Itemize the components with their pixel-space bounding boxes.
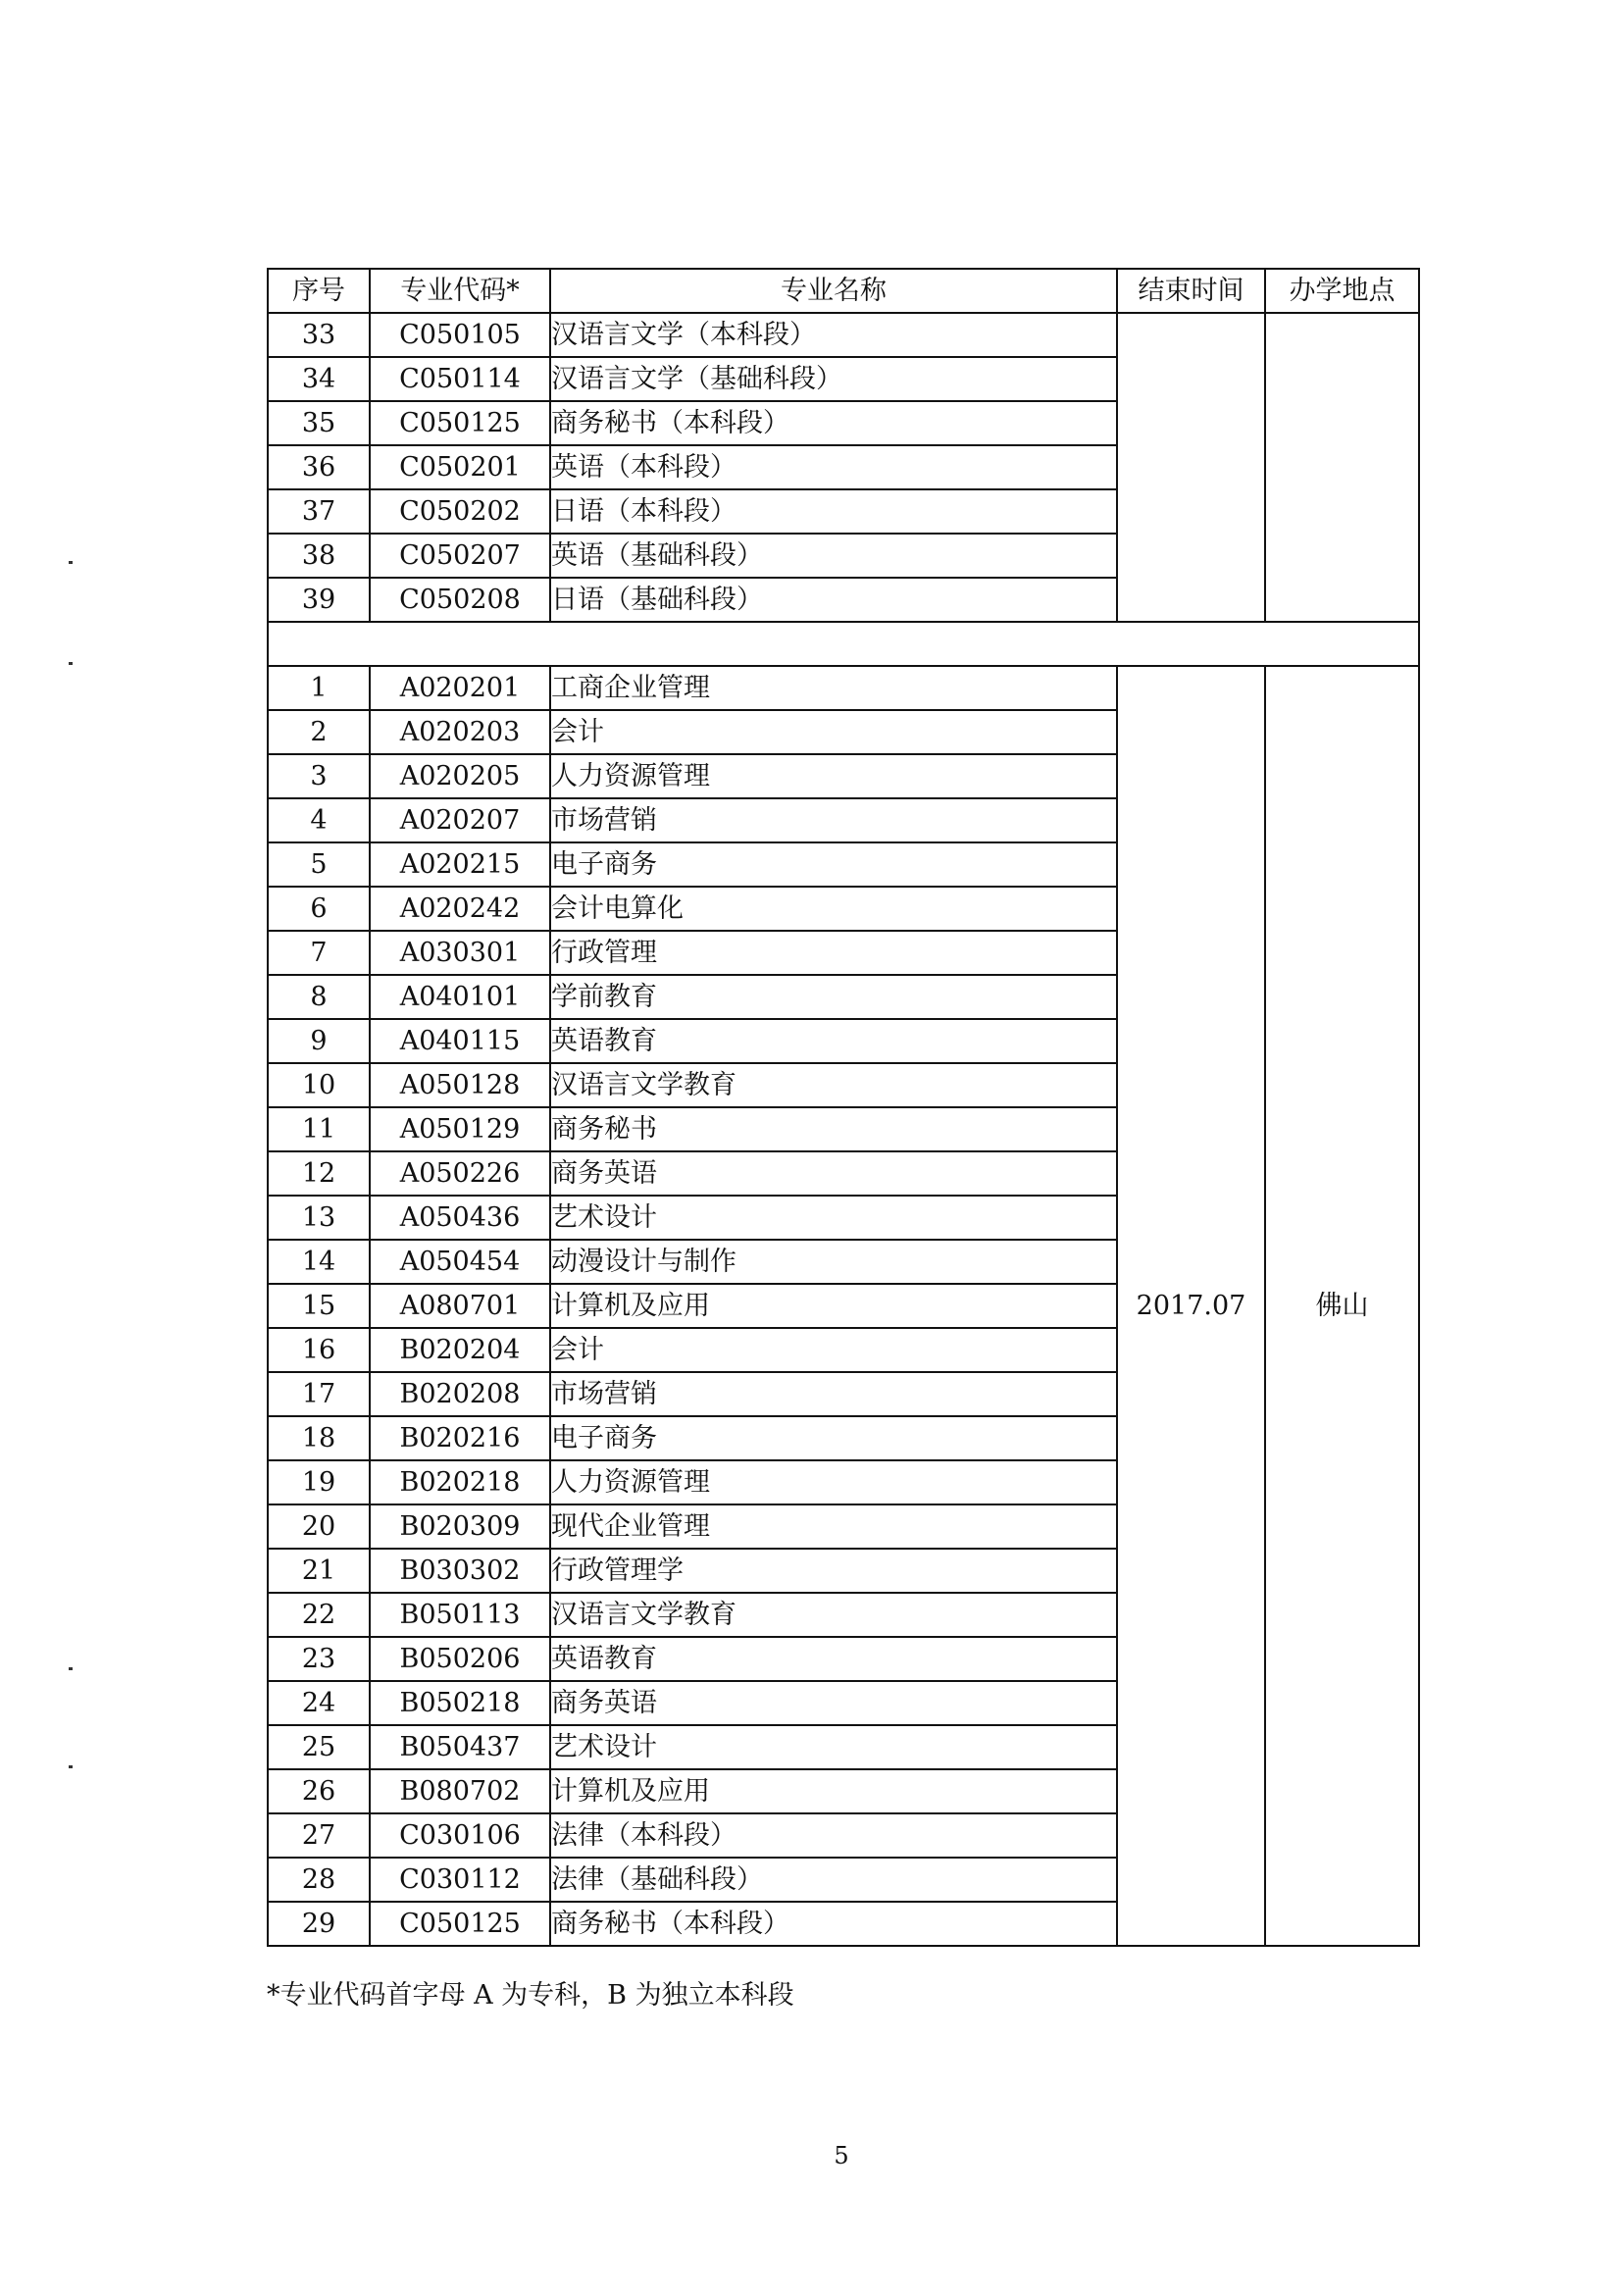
group-end-time: 2017.07: [1117, 666, 1265, 1946]
footnote: *专业代码首字母 A 为专科，B 为独立本科段: [267, 1980, 794, 2011]
row-code: A050128: [370, 1063, 550, 1107]
row-name: 电子商务: [550, 842, 1117, 887]
row-seq: 28: [268, 1858, 370, 1902]
row-seq: 34: [268, 357, 370, 401]
row-seq: 5: [268, 842, 370, 887]
scan-speck: [69, 662, 73, 665]
group-end-time: [1117, 313, 1265, 622]
row-name: 法律（基础科段）: [550, 1858, 1117, 1902]
row-code: A080701: [370, 1284, 550, 1328]
row-seq: 4: [268, 798, 370, 842]
row-seq: 27: [268, 1813, 370, 1858]
row-code: A050454: [370, 1240, 550, 1284]
row-seq: 18: [268, 1416, 370, 1460]
row-seq: 22: [268, 1593, 370, 1637]
row-seq: 23: [268, 1637, 370, 1681]
row-code: A030301: [370, 931, 550, 975]
row-seq: 12: [268, 1151, 370, 1196]
row-name: 艺术设计: [550, 1725, 1117, 1769]
scan-speck: [69, 1667, 73, 1670]
row-name: 法律（本科段）: [550, 1813, 1117, 1858]
row-seq: 36: [268, 445, 370, 489]
group-location: [1265, 313, 1419, 622]
header-code: 专业代码*: [370, 269, 550, 313]
row-name: 日语（本科段）: [550, 489, 1117, 534]
row-name: 商务秘书（本科段）: [550, 401, 1117, 445]
row-seq: 10: [268, 1063, 370, 1107]
row-code: A050129: [370, 1107, 550, 1151]
row-seq: 25: [268, 1725, 370, 1769]
row-seq: 14: [268, 1240, 370, 1284]
row-code: B050206: [370, 1637, 550, 1681]
row-name: 英语（本科段）: [550, 445, 1117, 489]
row-code: B020204: [370, 1328, 550, 1372]
row-seq: 35: [268, 401, 370, 445]
row-seq: 1: [268, 666, 370, 710]
row-name: 商务英语: [550, 1151, 1117, 1196]
row-code: A020205: [370, 754, 550, 798]
row-name: 现代企业管理: [550, 1504, 1117, 1549]
row-code: C050201: [370, 445, 550, 489]
row-code: A040101: [370, 975, 550, 1019]
row-seq: 17: [268, 1372, 370, 1416]
row-code: A020207: [370, 798, 550, 842]
row-name: 人力资源管理: [550, 754, 1117, 798]
row-name: 行政管理: [550, 931, 1117, 975]
row-code: A050436: [370, 1196, 550, 1240]
row-name: 会计电算化: [550, 887, 1117, 931]
row-seq: 2: [268, 710, 370, 754]
row-code: B030302: [370, 1549, 550, 1593]
scan-speck: [69, 1765, 73, 1768]
row-seq: 26: [268, 1769, 370, 1813]
row-name: 人力资源管理: [550, 1460, 1117, 1504]
row-seq: 20: [268, 1504, 370, 1549]
row-code: B020309: [370, 1504, 550, 1549]
row-name: 日语（基础科段）: [550, 578, 1117, 622]
row-name: 汉语言文学（基础科段）: [550, 357, 1117, 401]
row-seq: 6: [268, 887, 370, 931]
row-seq: 39: [268, 578, 370, 622]
row-seq: 11: [268, 1107, 370, 1151]
row-name: 会计: [550, 1328, 1117, 1372]
row-name: 汉语言文学教育: [550, 1063, 1117, 1107]
row-seq: 19: [268, 1460, 370, 1504]
row-name: 英语教育: [550, 1637, 1117, 1681]
row-code: A050226: [370, 1151, 550, 1196]
row-code: B020216: [370, 1416, 550, 1460]
row-name: 动漫设计与制作: [550, 1240, 1117, 1284]
row-seq: 3: [268, 754, 370, 798]
row-name: 商务秘书: [550, 1107, 1117, 1151]
row-seq: 7: [268, 931, 370, 975]
row-seq: 15: [268, 1284, 370, 1328]
row-seq: 16: [268, 1328, 370, 1372]
page-number: 5: [834, 2142, 849, 2169]
row-code: A020242: [370, 887, 550, 931]
row-code: C030112: [370, 1858, 550, 1902]
row-seq: 9: [268, 1019, 370, 1063]
row-seq: 21: [268, 1549, 370, 1593]
row-seq: 24: [268, 1681, 370, 1725]
spacer-cell: [268, 622, 1419, 666]
group-location: 佛山: [1265, 666, 1419, 1946]
row-name: 英语（基础科段）: [550, 534, 1117, 578]
row-code: C050125: [370, 1902, 550, 1946]
header-location: 办学地点: [1265, 269, 1419, 313]
row-code: B050437: [370, 1725, 550, 1769]
row-name: 商务秘书（本科段）: [550, 1902, 1117, 1946]
row-seq: 33: [268, 313, 370, 357]
row-code: C030106: [370, 1813, 550, 1858]
row-name: 学前教育: [550, 975, 1117, 1019]
row-name: 市场营销: [550, 798, 1117, 842]
row-seq: 29: [268, 1902, 370, 1946]
header-seq: 序号: [268, 269, 370, 313]
row-code: A040115: [370, 1019, 550, 1063]
row-code: C050202: [370, 489, 550, 534]
row-name: 英语教育: [550, 1019, 1117, 1063]
row-name: 汉语言文学（本科段）: [550, 313, 1117, 357]
row-code: C050125: [370, 401, 550, 445]
row-code: C050208: [370, 578, 550, 622]
row-seq: 37: [268, 489, 370, 534]
row-code: B080702: [370, 1769, 550, 1813]
row-name: 艺术设计: [550, 1196, 1117, 1240]
majors-table: [267, 268, 1420, 1947]
row-name: 行政管理学: [550, 1549, 1117, 1593]
row-code: C050105: [370, 313, 550, 357]
row-seq: 8: [268, 975, 370, 1019]
table-body: [268, 313, 1419, 1946]
row-name: 会计: [550, 710, 1117, 754]
row-code: B020218: [370, 1460, 550, 1504]
scan-speck: [69, 561, 73, 564]
header-name: 专业名称: [550, 269, 1117, 313]
row-name: 商务英语: [550, 1681, 1117, 1725]
row-seq: 38: [268, 534, 370, 578]
row-seq: 13: [268, 1196, 370, 1240]
spacer-row: [268, 622, 1419, 666]
header-end-time: 结束时间: [1117, 269, 1265, 313]
row-name: 汉语言文学教育: [550, 1593, 1117, 1637]
row-name: 工商企业管理: [550, 666, 1117, 710]
row-name: 市场营销: [550, 1372, 1117, 1416]
row-name: 计算机及应用: [550, 1284, 1117, 1328]
row-name: 计算机及应用: [550, 1769, 1117, 1813]
row-code: C050207: [370, 534, 550, 578]
row-code: B020208: [370, 1372, 550, 1416]
table-row: [268, 313, 1419, 357]
table-row: [268, 666, 1419, 710]
row-code: A020201: [370, 666, 550, 710]
row-code: B050113: [370, 1593, 550, 1637]
row-name: 电子商务: [550, 1416, 1117, 1460]
row-code: A020203: [370, 710, 550, 754]
row-code: A020215: [370, 842, 550, 887]
header-row: [268, 269, 1419, 313]
row-code: B050218: [370, 1681, 550, 1725]
row-code: C050114: [370, 357, 550, 401]
